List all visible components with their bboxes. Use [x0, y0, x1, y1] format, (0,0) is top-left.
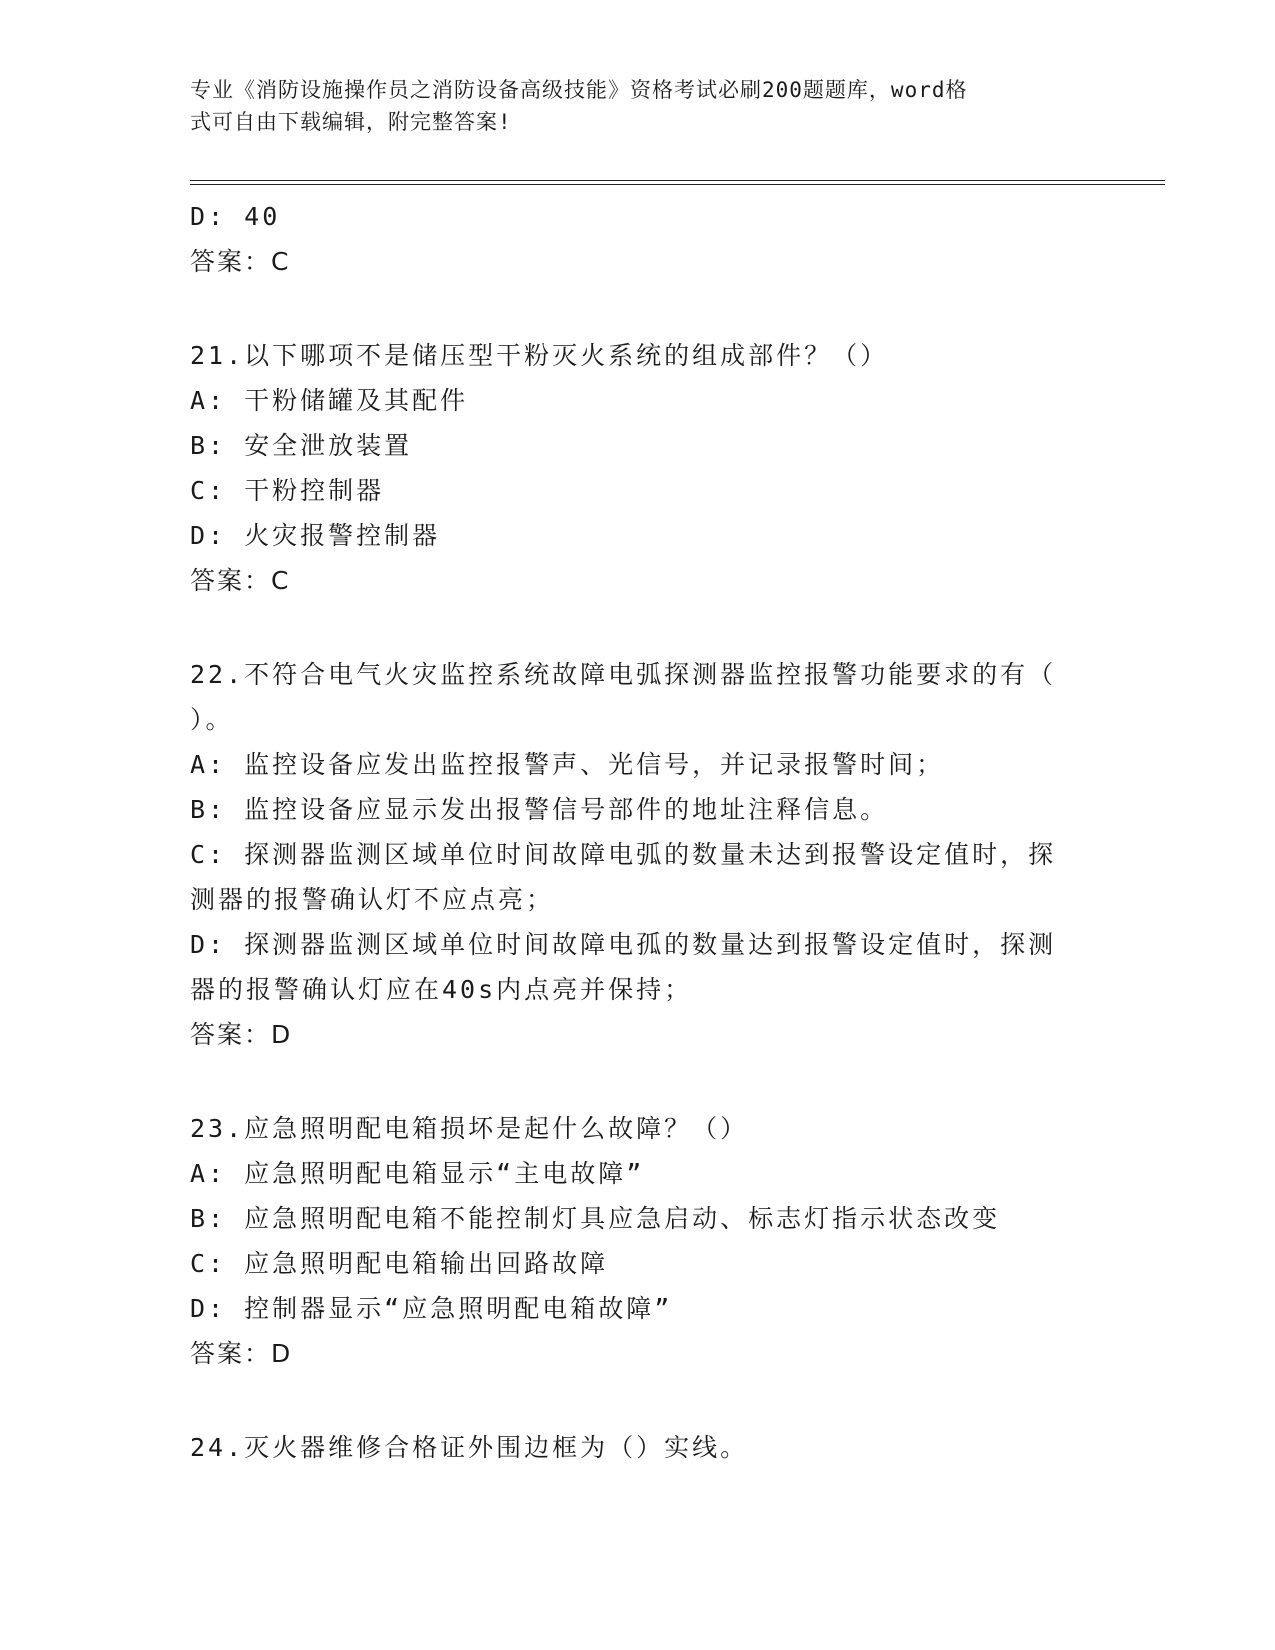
header-divider-top — [190, 180, 1165, 181]
option-a: A: 应急照明配电箱显示“主电故障” — [190, 1159, 645, 1188]
option-d: D: 探测器监测区域单位时间故障电孤的数量达到报警设定值时，探测 — [190, 930, 1057, 959]
question-21 — [190, 333, 1090, 604]
answer-line: 答案：D — [190, 1020, 293, 1049]
option-c: C: 应急照明配电箱输出回路故障 — [190, 1249, 609, 1278]
option-d: D: 控制器显示“应急照明配电箱故障” — [190, 1294, 673, 1323]
option-b: B: 监控设备应显示发出报警信号部件的地址注释信息。 — [190, 795, 889, 824]
answer-line: 答案：D — [190, 1339, 293, 1368]
spacer — [190, 604, 1090, 652]
option-c-continued: 测器的报警确认灯不应点亮； — [190, 885, 555, 914]
option-d: D: 40 — [190, 202, 281, 231]
question-stem: 23.应急照明配电箱损坏是起什么故障？（） — [190, 1114, 749, 1143]
option-b: B: 安全泄放装置 — [190, 431, 413, 460]
header-line-2: 式可自由下载编辑，附完整答案! — [190, 110, 512, 134]
spacer — [190, 1058, 1090, 1106]
document-header — [190, 74, 1080, 138]
answer-line: 答案：C — [190, 247, 291, 276]
question-stem: 24.灭火器维修合格证外围边框为（）实线。 — [190, 1433, 749, 1462]
spacer — [190, 285, 1090, 333]
option-b: B: 应急照明配电箱不能控制灯具应急启动、标志灯指示状态改变 — [190, 1204, 1001, 1233]
option-a: A: 监控设备应发出监控报警声、光信号，并记录报警时间； — [190, 750, 945, 779]
option-d: D: 火灾报警控制器 — [190, 521, 441, 550]
question-list — [190, 194, 1090, 1470]
option-d-continued: 器的报警确认灯应在40s内点亮并保持； — [190, 975, 693, 1004]
spacer — [190, 1377, 1090, 1425]
answer-line: 答案：C — [190, 566, 291, 595]
header-line-1: 专业《消防设施操作员之消防设备高级技能》资格考试必刷200题题库，word格 — [190, 78, 968, 102]
question-stem-line-2: ）。 — [190, 705, 234, 734]
question-24 — [190, 1425, 1090, 1470]
question-22 — [190, 652, 1090, 1058]
option-a: A: 干粉储罐及其配件 — [190, 386, 469, 415]
header-divider-bottom — [190, 184, 1165, 185]
option-c: C: 探测器监测区域单位时间故障电弧的数量未达到报警设定值时，探 — [190, 840, 1057, 869]
question-stem: 21.以下哪项不是储压型干粉灭火系统的组成部件？（） — [190, 341, 889, 370]
option-c: C: 干粉控制器 — [190, 476, 385, 505]
question-23 — [190, 1106, 1090, 1377]
question-stem-line-1: 22.不符合电气火灾监控系统故障电弧探测器监控报警功能要求的有（ — [190, 660, 1057, 689]
